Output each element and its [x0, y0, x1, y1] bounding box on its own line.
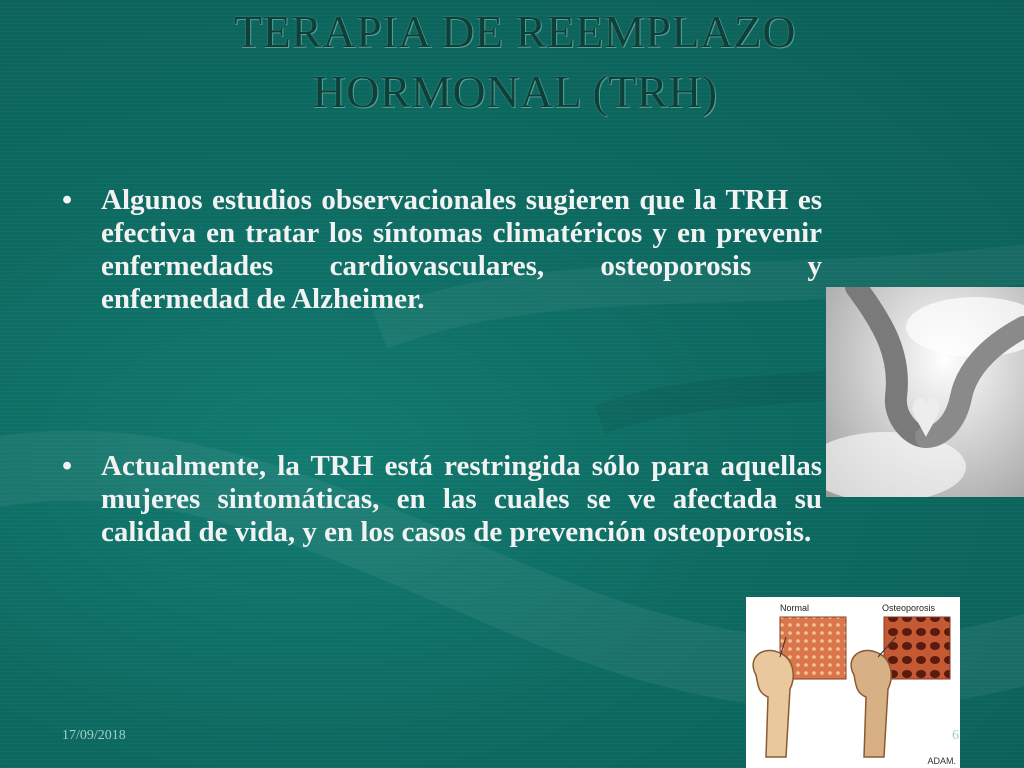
bullet-list: [60, 184, 822, 549]
bullet-marker: •: [62, 450, 73, 482]
label-osteoporosis: Osteoporosis: [882, 603, 936, 613]
bullet-text-2: Actualmente, la TRH está restringida sólo para aquellas mujeres sintomáticas, en las cuales se ve afectada su calidad de vida, y en los casos de prevención osteoporosis.: [101, 450, 822, 548]
bullet-text-1: Algunos estudios observacionales sugieren que la TRH es efectiva en tratar los síntomas climatéricos y en prevenir enfermedades cardiovasculares, osteoporosis y enfermedad de Alzheimer.: [101, 184, 822, 315]
footer-date: 17/09/2018: [62, 728, 126, 743]
label-normal: Normal: [780, 603, 810, 613]
heart-hands-photo: [826, 287, 1024, 497]
bullet-item-2: [60, 450, 822, 549]
slide-title: [110, 2, 920, 122]
heart-hands-icon: [826, 287, 1024, 497]
bone-diagram-icon: [746, 597, 960, 768]
bullet-marker: •: [62, 184, 73, 216]
osteoporosis-illustration: [746, 597, 960, 768]
adam-logo: ADAM.: [927, 756, 956, 766]
bullet-item-1: [60, 184, 822, 316]
title-line-2: HORMONAL (TRH): [312, 66, 718, 117]
title-line-1: TERAPIA DE REEMPLAZO: [234, 6, 796, 57]
page-number: 6: [952, 728, 959, 743]
